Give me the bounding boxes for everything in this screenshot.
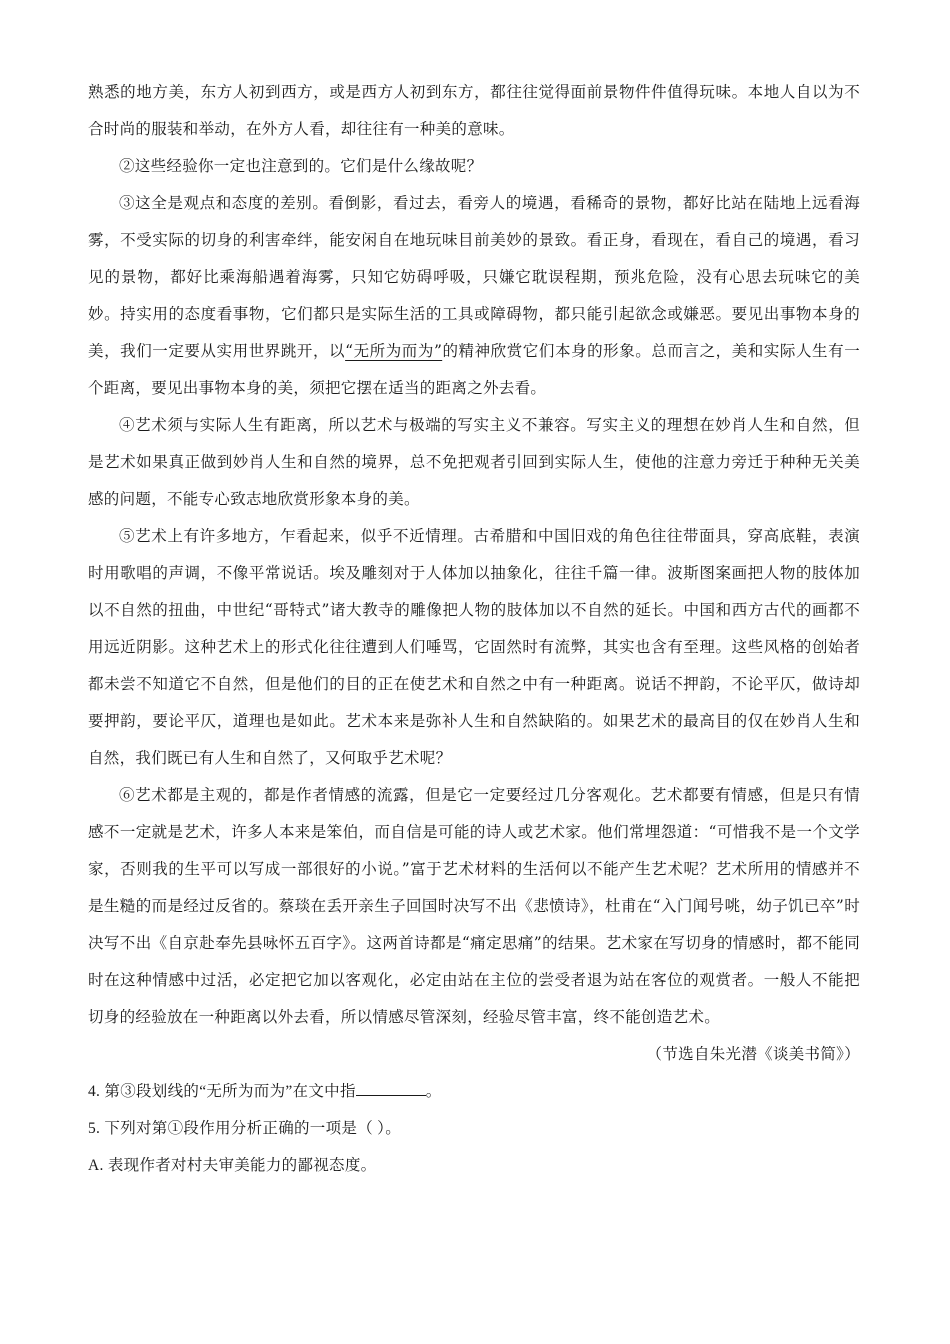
paragraph-2: ②这些经验你一定也注意到的。它们是什么缘故呢？: [119, 157, 483, 175]
paragraph-5: ⑤艺术上有许多地方，乍看起来，似乎不近情理。古希腊和中国旧戏的角色往往带面具，穿高底鞋，表演时用歌唱的声调，不像平常说话。埃及雕刻对于人体加以抽象化，往往千篇一律。波斯图案画把人物的肢体加以不自然的扭曲，中世纪“哥特式”诸大教寺的雕像把人物的肢体加以不自然的延长。中国和西方古代的画都不用远近阴影。这种艺术上的形式化往往遭到人们唾骂，它固然时有流弊，其实也含有至理。这些风格的创始者都未尝不知道它不自然，但是他们的目的正在使艺术和自然之中有一种距离。说话不押韵，不论平仄，做诗却要押韵，要论平仄，道理也是如此。艺术本来是弥补人生和自然缺陷的。如果艺术的最高目的仅在妙肖人生和自然，我们既已有人生和自然了，又何取乎艺术呢？: [88, 527, 860, 767]
answer-blank[interactable]: [356, 1079, 426, 1096]
underlined-phrase: “无所为而为”: [345, 342, 443, 360]
document-page: [88, 74, 860, 1184]
question-4-text: 4. 第③段划线的“无所为而为”在文中指: [88, 1083, 356, 1100]
paragraph-6: ⑥艺术都是主观的，都是作者情感的流露，但是它一定要经过几分客观化。艺术都要有情感，但是只有情感不一定就是艺术，许多人本来是笨伯，而自信是可能的诗人或艺术家。他们常埋怨道：“可惜我不是一个文学家，否则我的生平可以写成一部很好的小说。”富于艺术材料的生活何以不能产生艺术呢？艺术所用的情感并不是生糙的而是经过反省的。蔡琰在丢开亲生子回国时决写不出《悲愤诗》，杜甫在“入门闻号咷，幼子饥已卒”时决写不出《自京赴奉先县咏怀五百字》。这两首诗都是“痛定思痛”的结果。艺术家在写切身的情感时，都不能同时在这种情感中过活，必定把它加以客观化，必定由站在主位的尝受者退为站在客位的观赏者。一般人不能把切身的经验放在一种距离以外去看，所以情感尽管深刻，经验尽管丰富，终不能创造艺术。: [88, 786, 860, 1026]
question-4: [88, 1073, 860, 1110]
paragraph-3-text-before: ③这全是观点和态度的差别。看倒影，看过去，看旁人的境遇，看稀奇的景物，都好比站在陆地上远看海雾，不受实际的切身的利害牵绊，能安闲自在地玩味目前美妙的景致。看正身，看现在，看自己的境遇，看习见的景物，都好比乘海船遇着海雾，只知它妨碍呼吸，只嫌它耽误程期，预兆危险，没有心思去玩味它的美妙。持实用的态度看事物，它们都只是实际生活的工具或障碍物，都只能引起欲念或嫌恶。要见出事物本身的美，我们一定要从实用世界跳开，以: [88, 194, 860, 360]
paragraph-4: ④艺术须与实际人生有距离，所以艺术与极端的写实主义不兼容。写实主义的理想在妙肖人生和自然，但是艺术如果真正做到妙肖人生和自然的境界，总不免把观者引回到实际人生，使他的注意力旁迁于种种无关美感的问题，不能专心致志地欣赏形象本身的美。: [88, 416, 860, 508]
paragraph-3-text-after: 的精神欣赏它们本身的形象。总而言之，美和实际人生有一个距离，要见出事物本身的美，须把它摆在适当的距离之外去看。: [88, 342, 860, 397]
question-4-end: 。: [425, 1083, 442, 1100]
question-5-option-a: A. 表现作者对村夫审美能力的鄙视态度。: [88, 1157, 377, 1174]
source-citation: （节选自朱光潜《谈美书简》）: [646, 1045, 860, 1063]
question-5: 5. 下列对第①段作用分析正确的一项是（ ）。: [88, 1120, 402, 1137]
paragraph-1-tail: 熟悉的地方美，东方人初到西方，或是西方人初到东方，都往往觉得面前景物件件值得玩味。本地人自以为不合时尚的服装和举动，在外方人看，却往往有一种美的意味。: [88, 83, 860, 138]
paragraph-3: [88, 185, 860, 407]
